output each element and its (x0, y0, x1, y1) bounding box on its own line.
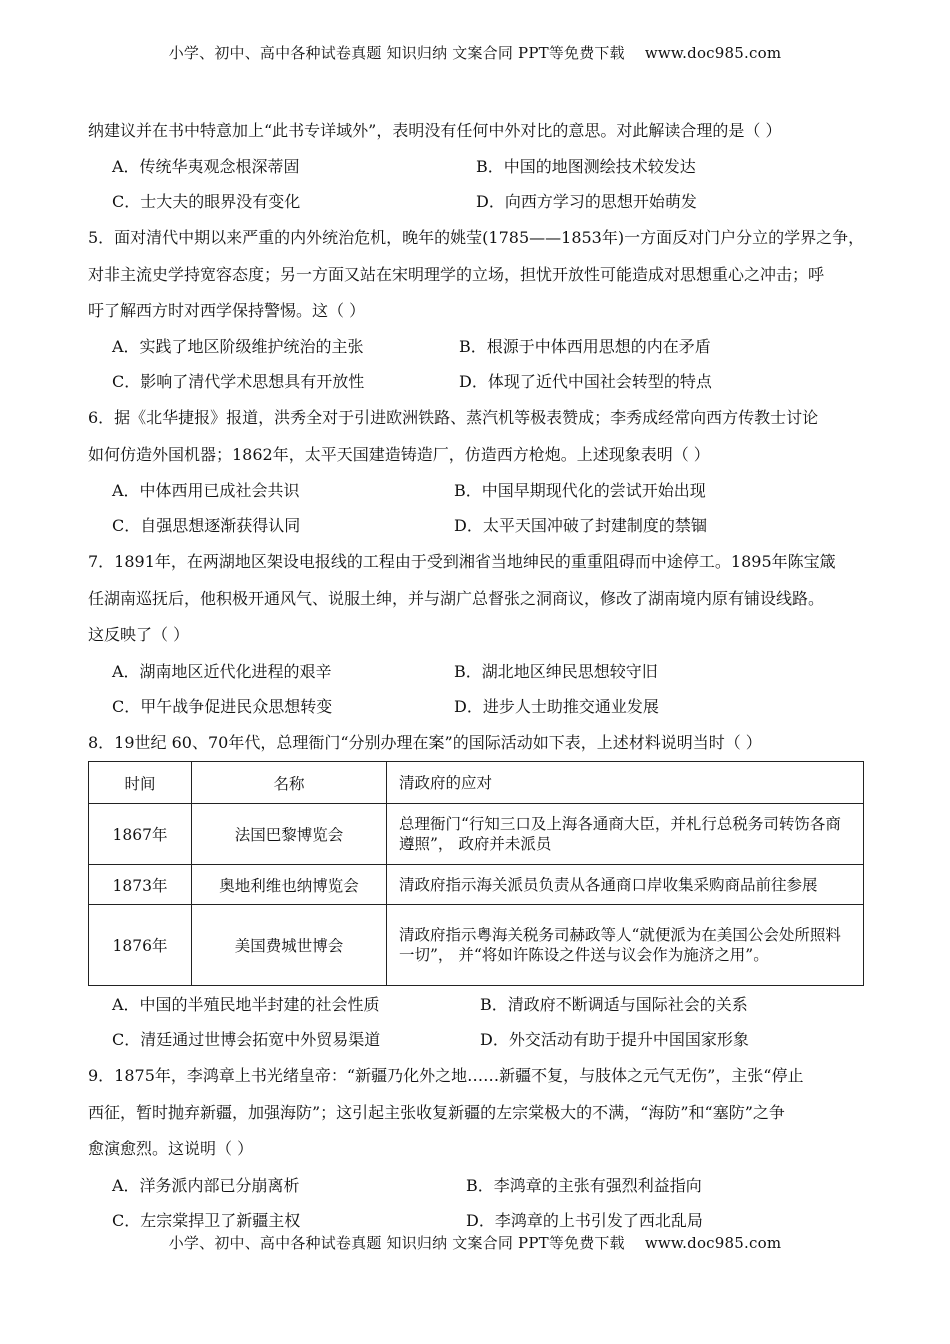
q9-stem-line-1: 9．1875年，李鸿章上书光绪皇帝：“新疆乃化外之地……新疆不复，与肢体之元气无伤”，主张“停止 (88, 1066, 804, 1085)
q9-option-d[interactable]: D．李鸿章的上书引发了西北乱局 (466, 1211, 703, 1230)
q5-option-a[interactable]: A．实践了地区阶级维护统治的主张 (112, 337, 364, 356)
q4-option-a[interactable]: A．传统华夷观念根深蒂固 (112, 157, 300, 176)
table-cell-response: 清政府指示粤海关税务司赫政等人“就便派为在美国公会处所照料一切”， 并“将如许陈设之件送与议会作为施济之用”。 (387, 905, 864, 986)
q9-option-c[interactable]: C．左宗棠捍卫了新疆主权 (112, 1211, 301, 1230)
table-cell-time: 1867年 (89, 804, 192, 865)
table-row (89, 905, 864, 986)
q7-stem-line-1: 7．1891年，在两湖地区架设电报线的工程由于受到湘省当地绅民的重重阻碍而中途停工。1895年陈宝箴 (88, 552, 836, 571)
q7-option-c[interactable]: C．甲午战争促进民众思想转变 (112, 697, 333, 716)
q5-stem-line-3: 吁了解西方时对西学保持警惕。这（ ） (88, 301, 366, 320)
q6-option-d[interactable]: D．太平天国冲破了封建制度的禁锢 (454, 516, 707, 535)
table-row (89, 865, 864, 905)
table-header-cell: 时间 (89, 762, 192, 804)
header-url[interactable]: www.doc985.com (644, 44, 782, 62)
table-header-cell: 清政府的应对 (387, 762, 864, 804)
table-cell-response: 清政府指示海关派员负责从各通商口岸收集采购商品前往参展 (387, 865, 864, 905)
q8-option-a[interactable]: A．中国的半殖民地半封建的社会性质 (112, 995, 380, 1014)
q7-stem-line-3: 这反映了（ ） (88, 625, 190, 644)
table-cell-name: 美国费城世博会 (192, 905, 387, 986)
footer-url[interactable]: www.doc985.com (644, 1234, 782, 1252)
q4-option-d[interactable]: D．向西方学习的思想开始萌发 (476, 192, 697, 211)
q5-option-b[interactable]: B．根源于中体西用思想的内在矛盾 (459, 337, 711, 356)
q7-stem-line-2: 任湖南巡抚后，他积极开通风气、说服土绅，并与湖广总督张之洞商议，修改了湖南境内原有铺设线路。 (88, 589, 825, 608)
q5-stem-line-1: 5．面对清代中期以来严重的内外统治危机，晚年的姚莹(1785——1853年)一方面反对门户分立的学界之争， (88, 228, 865, 247)
q7-option-a[interactable]: A．湖南地区近代化进程的艰辛 (112, 662, 332, 681)
q4-option-b[interactable]: B．中国的地图测绘技术较发达 (476, 157, 696, 176)
q7-option-b[interactable]: B．湖北地区绅民思想较守旧 (454, 662, 658, 681)
q7-option-d[interactable]: D．进步人士助推交通业发展 (454, 697, 659, 716)
q9-stem-line-2: 西征，暂时抛弃新疆，加强海防”；这引起主张收复新疆的左宗棠极大的不满，“海防”和“塞防”之争 (88, 1103, 785, 1122)
q8-stem: 8．19世纪 60、70年代，总理衙门“分别办理在案”的国际活动如下表，上述材料说明当时（ ） (88, 733, 762, 752)
table-header-row (89, 762, 864, 804)
q9-stem-line-3: 愈演愈烈。这说明（ ） (88, 1139, 254, 1158)
table-cell-name: 奥地利维也纳博览会 (192, 865, 387, 905)
table-row (89, 804, 864, 865)
page-header (0, 42, 950, 63)
q5-option-d[interactable]: D．体现了近代中国社会转型的特点 (459, 372, 712, 391)
table-cell-name: 法国巴黎博览会 (192, 804, 387, 865)
table-header-cell: 名称 (192, 762, 387, 804)
q8-option-c[interactable]: C．清廷通过世博会拓宽中外贸易渠道 (112, 1030, 381, 1049)
q6-stem-line-1: 6．据《北华捷报》报道，洪秀全对于引进欧洲铁路、蒸汽机等极表赞成；李秀成经常向西方传教士讨论 (88, 408, 819, 427)
q4-option-c[interactable]: C．士大夫的眼界没有变化 (112, 192, 301, 211)
table-cell-time: 1876年 (89, 905, 192, 986)
expo-table (88, 761, 864, 986)
q5-option-c[interactable]: C．影响了清代学术思想具有开放性 (112, 372, 365, 391)
table-cell-time: 1873年 (89, 865, 192, 905)
q6-option-a[interactable]: A．中体西用已成社会共识 (112, 481, 300, 500)
q8-option-d[interactable]: D．外交活动有助于提升中国国家形象 (480, 1030, 749, 1049)
q4-stem: 纳建议并在书中特意加上“此书专详域外”，表明没有任何中外对比的意思。对此解读合理的是（ ） (88, 121, 782, 140)
page-footer (0, 1232, 950, 1253)
q6-option-b[interactable]: B．中国早期现代化的尝试开始出现 (454, 481, 706, 500)
header-text: 小学、初中、高中各种试卷真题 知识归纳 文案合同 PPT等免费下载 (168, 44, 625, 62)
q9-option-a[interactable]: A．洋务派内部已分崩离析 (112, 1176, 300, 1195)
table-cell-response: 总理衙门“行知三口及上海各通商大臣，并札行总税务司转饬各商遵照”， 政府并未派员 (387, 804, 864, 865)
q9-option-b[interactable]: B．李鸿章的主张有强烈利益指向 (466, 1176, 702, 1195)
q8-option-b[interactable]: B．清政府不断调适与国际社会的关系 (480, 995, 748, 1014)
footer-text: 小学、初中、高中各种试卷真题 知识归纳 文案合同 PPT等免费下载 (168, 1234, 625, 1252)
q5-stem-line-2: 对非主流史学持宽容态度；另一方面又站在宋明理学的立场，担忧开放性可能造成对思想重心之冲击；呼 (88, 265, 825, 284)
q6-stem-line-2: 如何仿造外国机器；1862年，太平天国建造铸造厂，仿造西方枪炮。上述现象表明（ ） (88, 445, 710, 464)
q6-option-c[interactable]: C．自强思想逐渐获得认同 (112, 516, 301, 535)
